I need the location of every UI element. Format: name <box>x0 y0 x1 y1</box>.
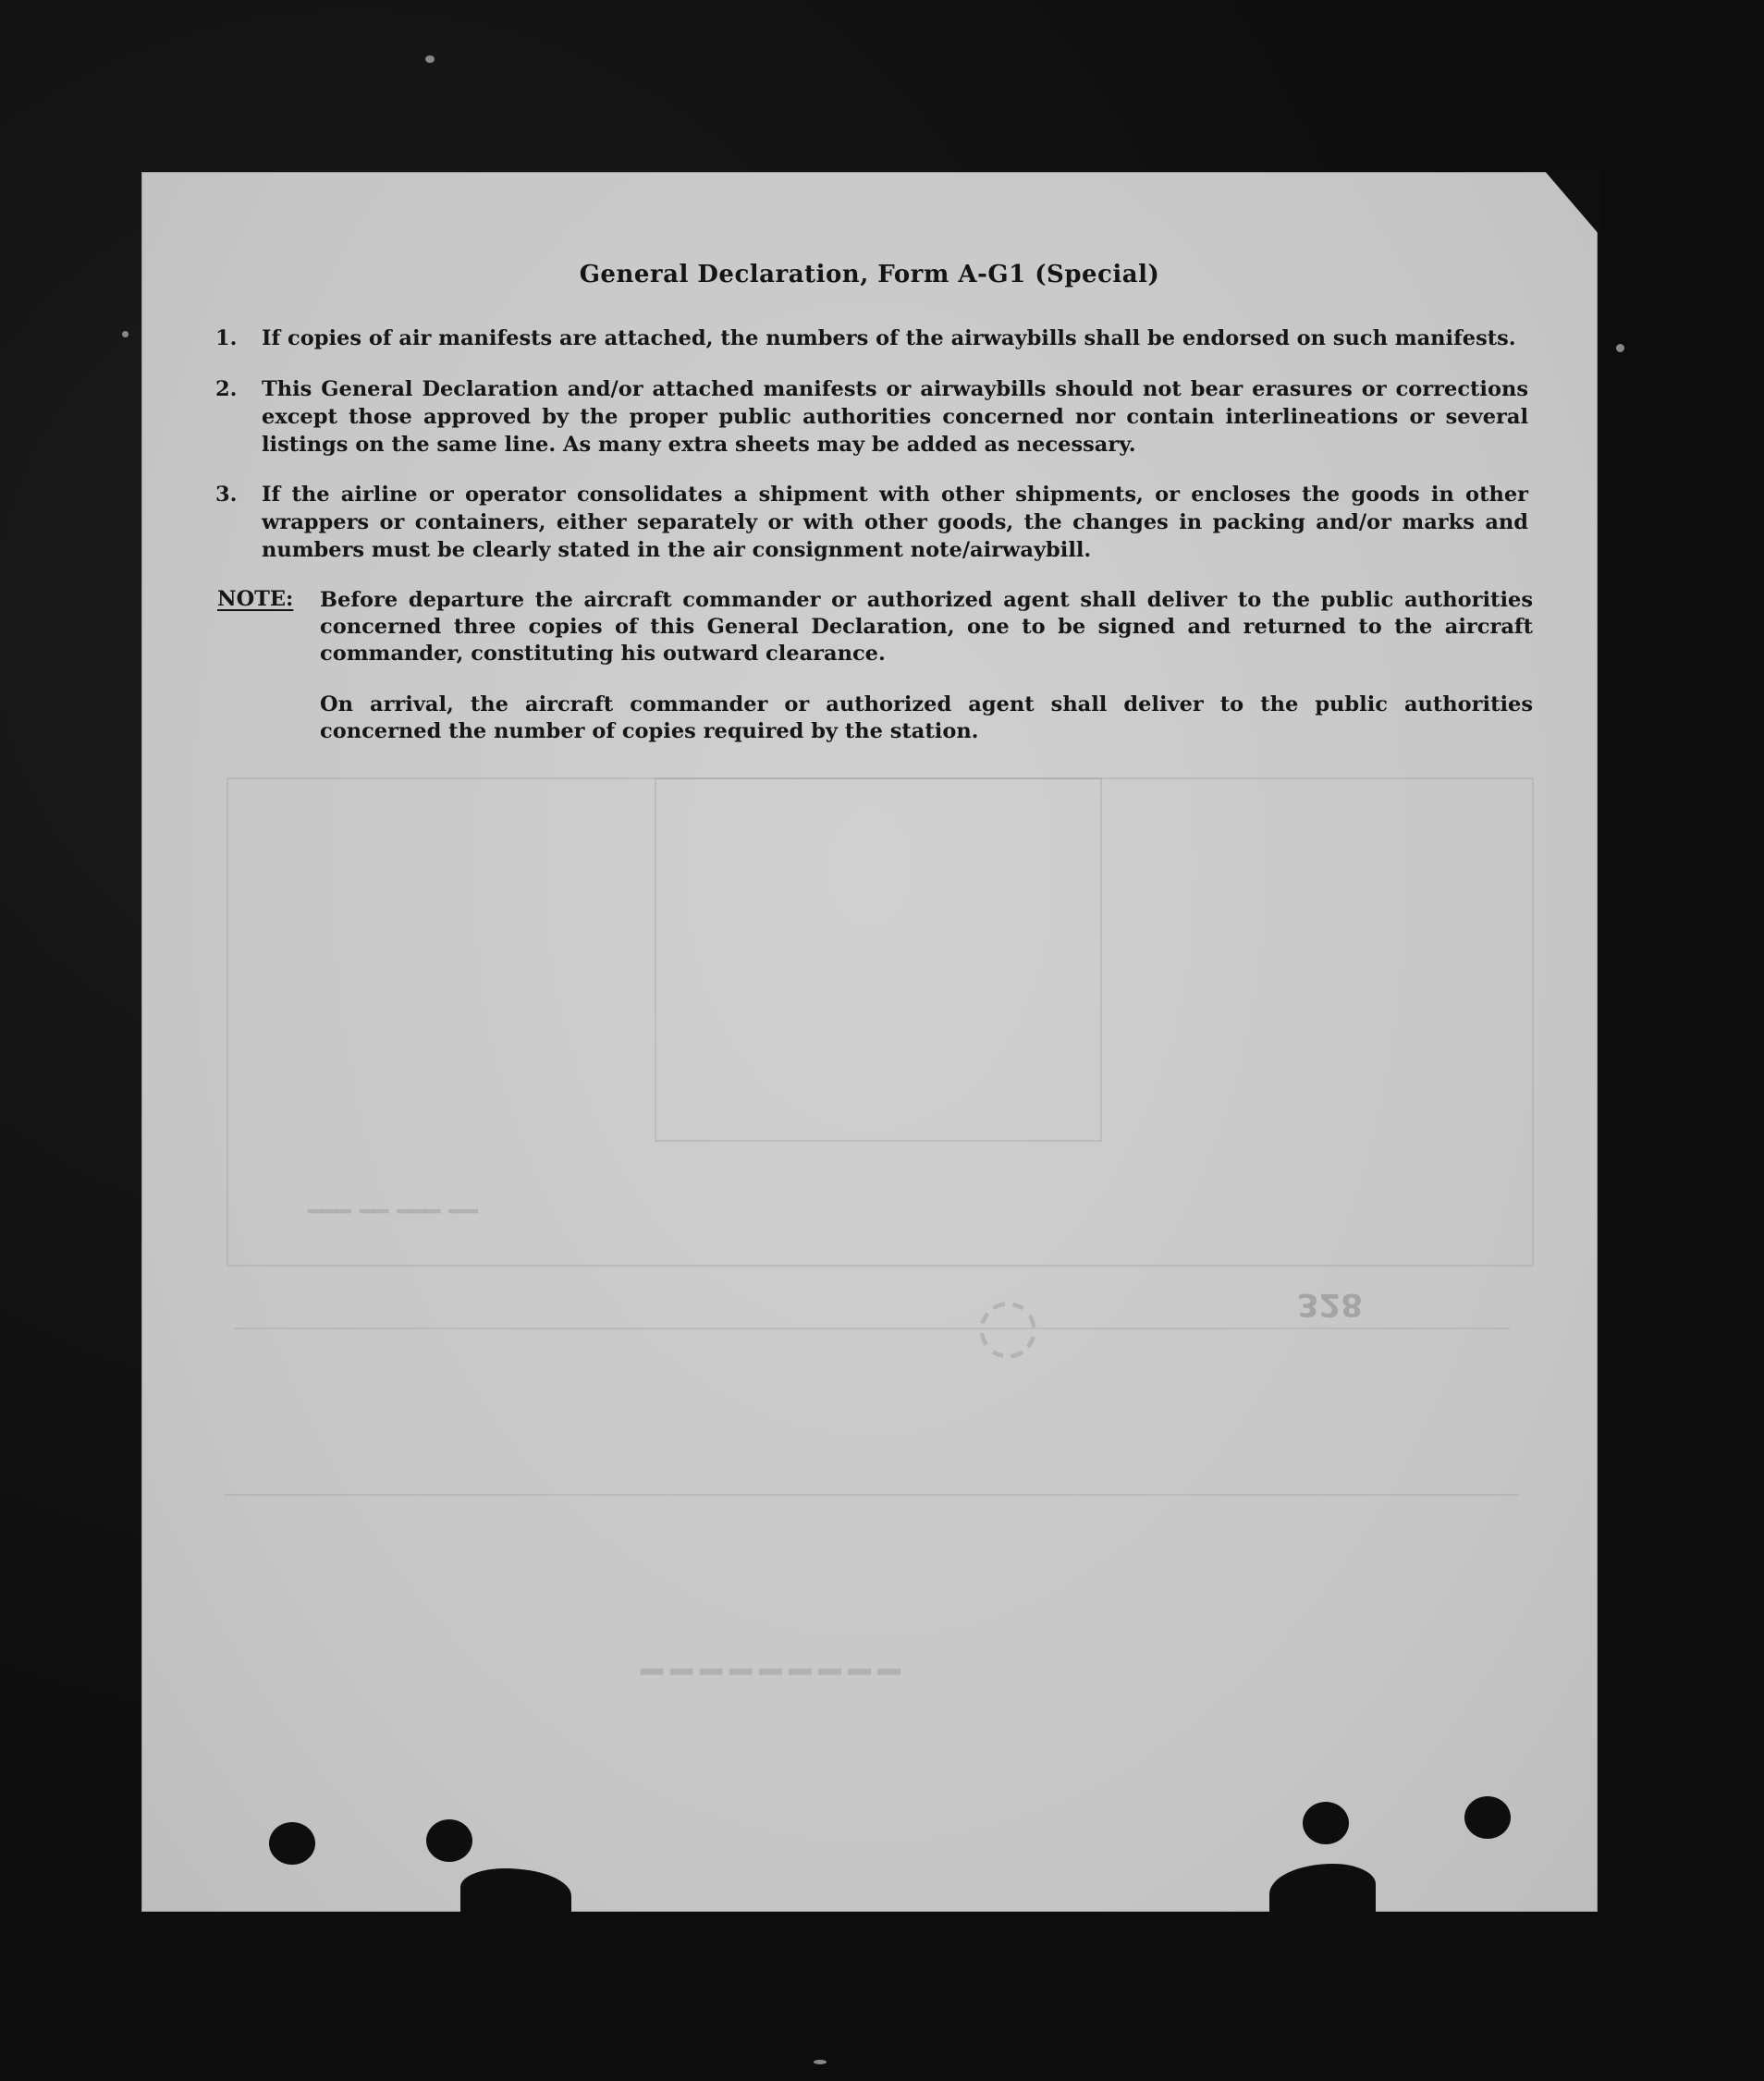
note-paragraph-1: Before departure the aircraft commander or authorized agent shall deliver to the public authorities concerned three copies of this General Declaration, one to be signed and returned to the aircraft commander, constituting his outward clearance. <box>320 588 1533 666</box>
dust-speck <box>1616 344 1624 352</box>
item-text: If copies of air manifests are attached, the numbers of the airwaybills shall be endorsed on such manifests. <box>262 326 1516 350</box>
item-number: 1. <box>215 326 238 350</box>
punch-hole <box>269 1822 315 1865</box>
dust-speck <box>425 55 435 63</box>
item-text: This General Declaration and/or attached manifests or airwaybills should not bear erasures or corrections except those approved by the proper public authorities concerned nor contain interlineations or several listings on the same line. As many extra sheets may be added as necessary. <box>262 377 1528 457</box>
item-text: If the airline or operator consolidates a shipment with other shipments, or encloses the goods in other wrappers or containers, either separately or with other goods, the changes in packing and/or marks and numbers must be clearly stated in the air consignment note/airwaybill. <box>262 483 1528 562</box>
punch-hole <box>1464 1796 1511 1839</box>
bleed-through-number: 328 <box>1297 1286 1363 1323</box>
bleed-through-form-cell <box>655 777 1102 1142</box>
item-number: 3. <box>215 483 238 507</box>
instruction-item-2 <box>215 375 1528 459</box>
dust-speck <box>122 331 129 337</box>
bleed-through-text: ━━━ ━━ ━━━ ━━ <box>308 1198 478 1226</box>
document-page <box>141 172 1598 1912</box>
note-paragraph-2: On arrival, the aircraft commander or authorized agent shall deliver to the public authorities concerned the number of copies required by the station. <box>320 692 1533 743</box>
bleed-through-rule <box>225 1494 1519 1496</box>
bleed-through-stamp: ◌ <box>961 1272 1051 1377</box>
item-number: 2. <box>215 377 238 401</box>
bleed-through-text: ━━━━━━━━━ <box>641 1651 908 1694</box>
punch-hole <box>426 1819 472 1862</box>
bleed-through-rule <box>234 1328 1510 1329</box>
note-label: NOTE: <box>217 587 294 611</box>
torn-edge <box>460 1868 571 1915</box>
instruction-item-3 <box>215 481 1528 564</box>
instruction-item-1 <box>215 324 1528 352</box>
document-title: General Declaration, Form A-G1 (Special) <box>579 261 1160 288</box>
dust-speck <box>814 2060 827 2064</box>
punch-hole <box>1303 1802 1349 1844</box>
folded-corner <box>1544 170 1599 235</box>
torn-edge <box>1269 1864 1376 1915</box>
